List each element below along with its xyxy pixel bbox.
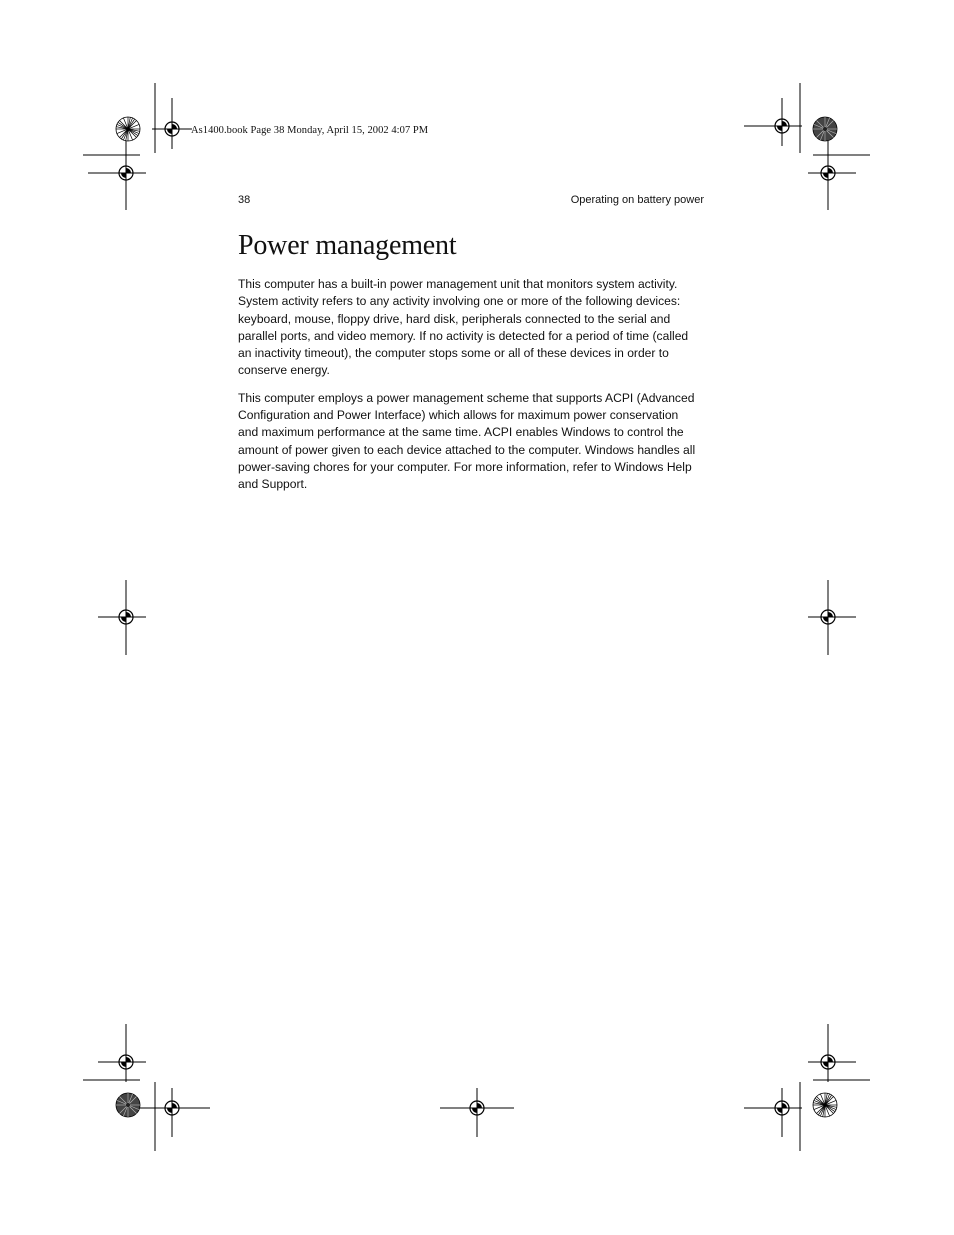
- text-line: an inactivity timeout), the computer stops some or all of these devices in order to: [238, 346, 669, 361]
- text-line: conserve energy.: [238, 363, 330, 378]
- text-line: keyboard, mouse, floppy drive, hard disk, peripherals connected to the serial and: [238, 311, 671, 326]
- paragraph: [238, 276, 708, 380]
- page-title: Power management: [238, 230, 457, 261]
- text-line: This computer has a built-in power management unit that monitors system activity.: [238, 277, 678, 291]
- page-number: 38: [238, 194, 251, 206]
- star-target-icon: [116, 1093, 140, 1117]
- text-line: power-saving chores for your computer. For more information, refer to Windows Help: [238, 459, 692, 474]
- text-line: and maximum performance at the same time. ACPI enables Windows to control the: [238, 425, 684, 440]
- print-slug: As1400.book Page 38 Monday, April 15, 2002 4:07 PM: [191, 125, 429, 136]
- body-text: [238, 276, 708, 504]
- running-head: Operating on battery power: [570, 194, 704, 206]
- star-target-icon: [813, 1093, 837, 1117]
- text-line: Configuration and Power Interface) which allows for maximum power conservation: [238, 408, 679, 423]
- crop-marks: [83, 83, 870, 1151]
- text-line: amount of power given to each device attached to the computer. Windows handles all: [238, 442, 696, 457]
- text-line: System activity refers to any activity involving one or more of the following devices:: [238, 294, 681, 309]
- text-line: parallel ports, and video memory. If no activity is detected for a period of time (called: [238, 328, 689, 343]
- paragraph: [238, 390, 708, 494]
- text-line: and Support.: [238, 477, 308, 492]
- star-target-icon: [116, 117, 140, 141]
- star-target-icon: [813, 117, 837, 141]
- text-line: This computer employs a power management scheme that supports ACPI (Advanced: [238, 390, 695, 405]
